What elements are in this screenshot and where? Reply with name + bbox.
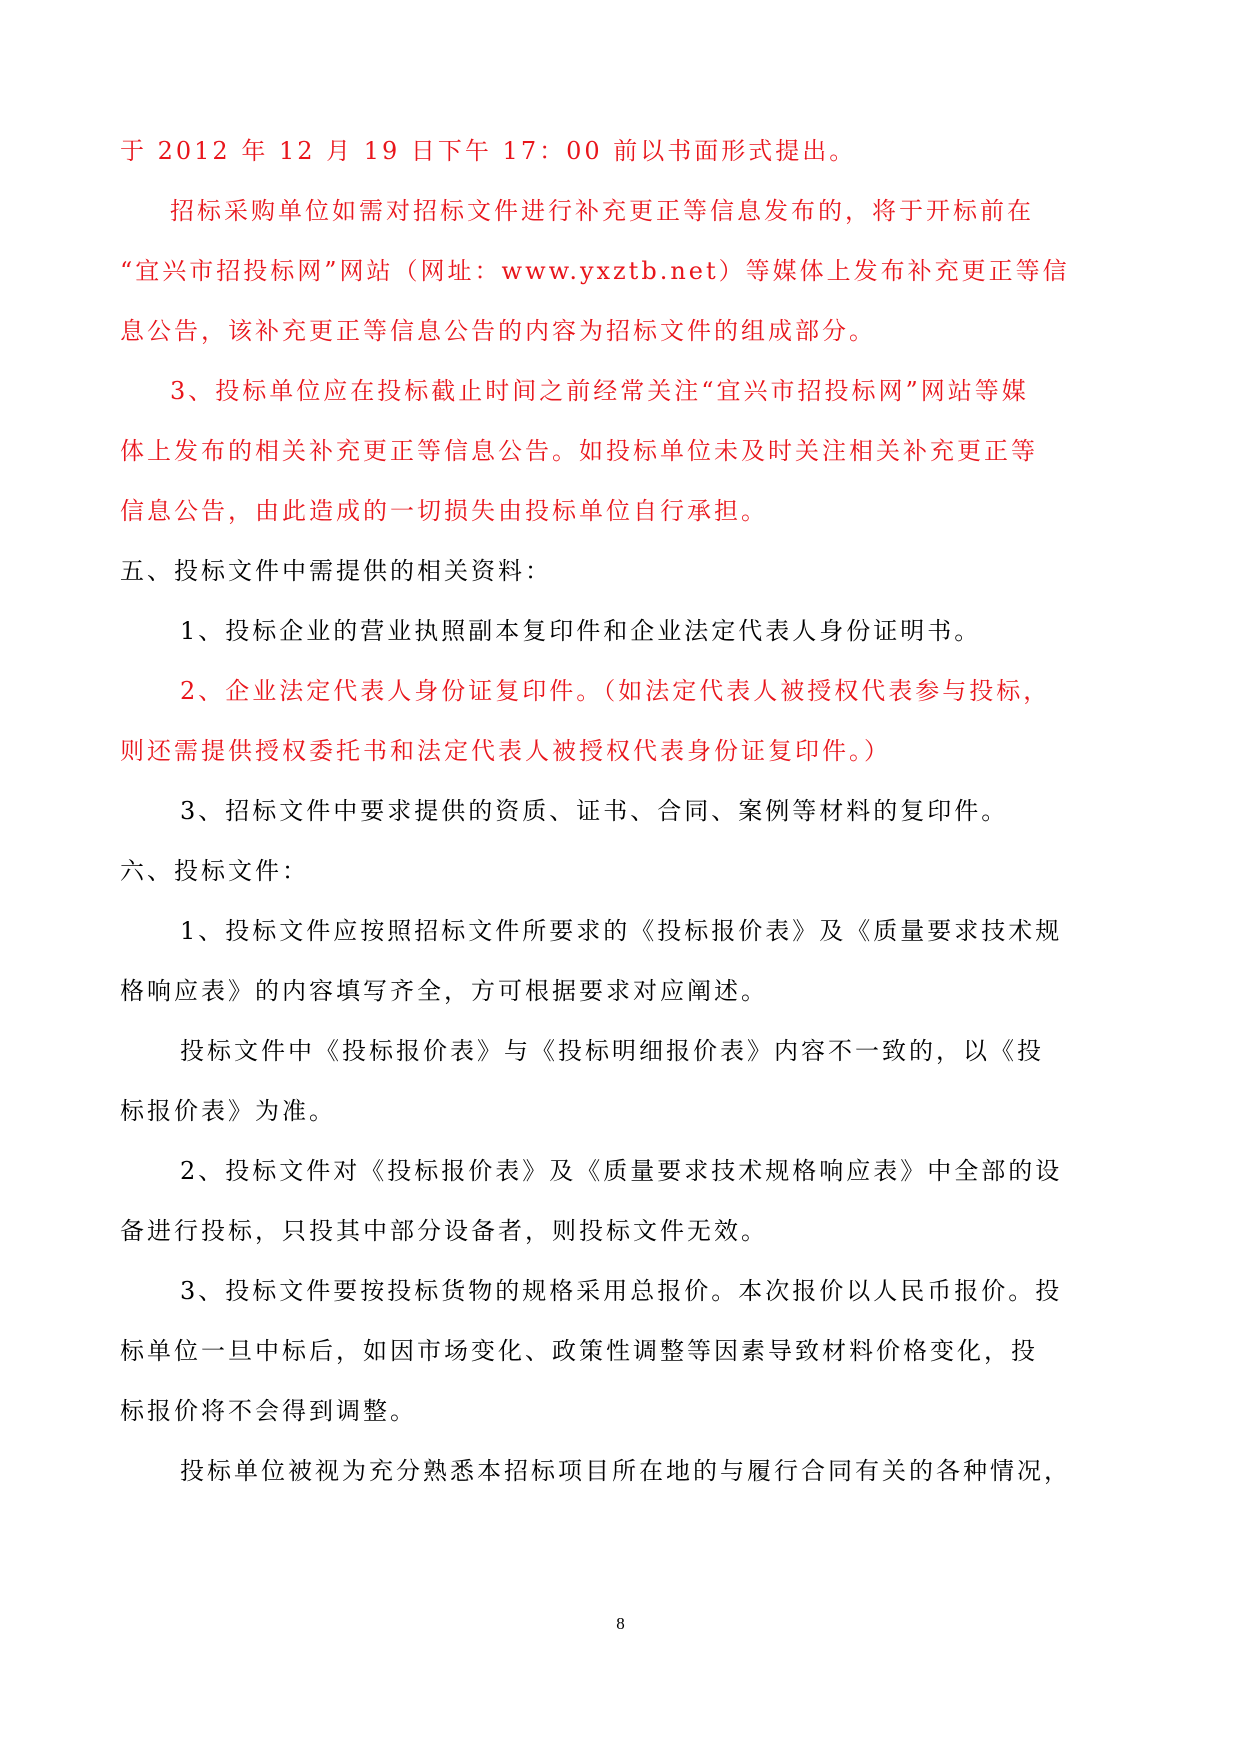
page-number: 8 bbox=[616, 1614, 625, 1633]
section-heading: 五、投标文件中需提供的相关资料： bbox=[120, 557, 552, 585]
paragraph-line: 投标单位被视为充分熟悉本招标项目所在地的与履行合同有关的各种情况， bbox=[180, 1457, 1071, 1485]
paragraph-line: 投标文件中《投标报价表》与《投标明细报价表》内容不一致的，以《投 bbox=[180, 1037, 1044, 1065]
paragraph-line: 招标采购单位如需对招标文件进行补充更正等信息发布的，将于开标前在 bbox=[170, 197, 1034, 225]
paragraph-line: 格响应表》的内容填写齐全，方可根据要求对应阐述。 bbox=[120, 977, 768, 1005]
paragraph-line: 备进行投标，只投其中部分设备者，则投标文件无效。 bbox=[120, 1217, 768, 1245]
paragraph-line: 标报价表》为准。 bbox=[120, 1097, 336, 1125]
paragraph-line: 则还需提供授权委托书和法定代表人被授权代表身份证复印件。） bbox=[120, 737, 891, 765]
paragraph-line: 标报价将不会得到调整。 bbox=[120, 1397, 417, 1425]
paragraph-line: 1、投标企业的营业执照副本复印件和企业法定代表人身份证明书。 bbox=[180, 617, 982, 645]
section-heading: 六、投标文件： bbox=[120, 857, 309, 885]
paragraph-line: 1、投标文件应按照招标文件所要求的《投标报价表》及《质量要求技术规 bbox=[180, 917, 1063, 945]
paragraph-line: 标单位一旦中标后，如因市场变化、政策性调整等因素导致材料价格变化，投 bbox=[120, 1337, 1038, 1365]
paragraph-line: “宜兴市招投标网”网站（网址：www.yxztb.net）等媒体上发布补充更正等信 bbox=[120, 257, 1070, 285]
paragraph-line: 3、投标单位应在投标截止时间之前经常关注“宜兴市招投标网”网站等媒 bbox=[170, 377, 1029, 405]
paragraph-line: 于 2012 年 12 月 19 日下午 17：00 前以书面形式提出。 bbox=[120, 137, 857, 165]
paragraph-line: 3、投标文件要按投标货物的规格采用总报价。本次报价以人民币报价。投 bbox=[180, 1277, 1063, 1305]
paragraph-line: 体上发布的相关补充更正等信息公告。如投标单位未及时关注相关补充更正等 bbox=[120, 437, 1038, 465]
paragraph-line: 2、投标文件对《投标报价表》及《质量要求技术规格响应表》中全部的设 bbox=[180, 1157, 1063, 1185]
paragraph-line: 2、企业法定代表人身份证复印件。（如法定代表人被授权代表参与投标， bbox=[180, 677, 1051, 705]
paragraph-line: 信息公告，由此造成的一切损失由投标单位自行承担。 bbox=[120, 497, 768, 525]
paragraph-line: 息公告，该补充更正等信息公告的内容为招标文件的组成部分。 bbox=[120, 317, 876, 345]
paragraph-line: 3、招标文件中要求提供的资质、证书、合同、案例等材料的复印件。 bbox=[180, 797, 1009, 825]
